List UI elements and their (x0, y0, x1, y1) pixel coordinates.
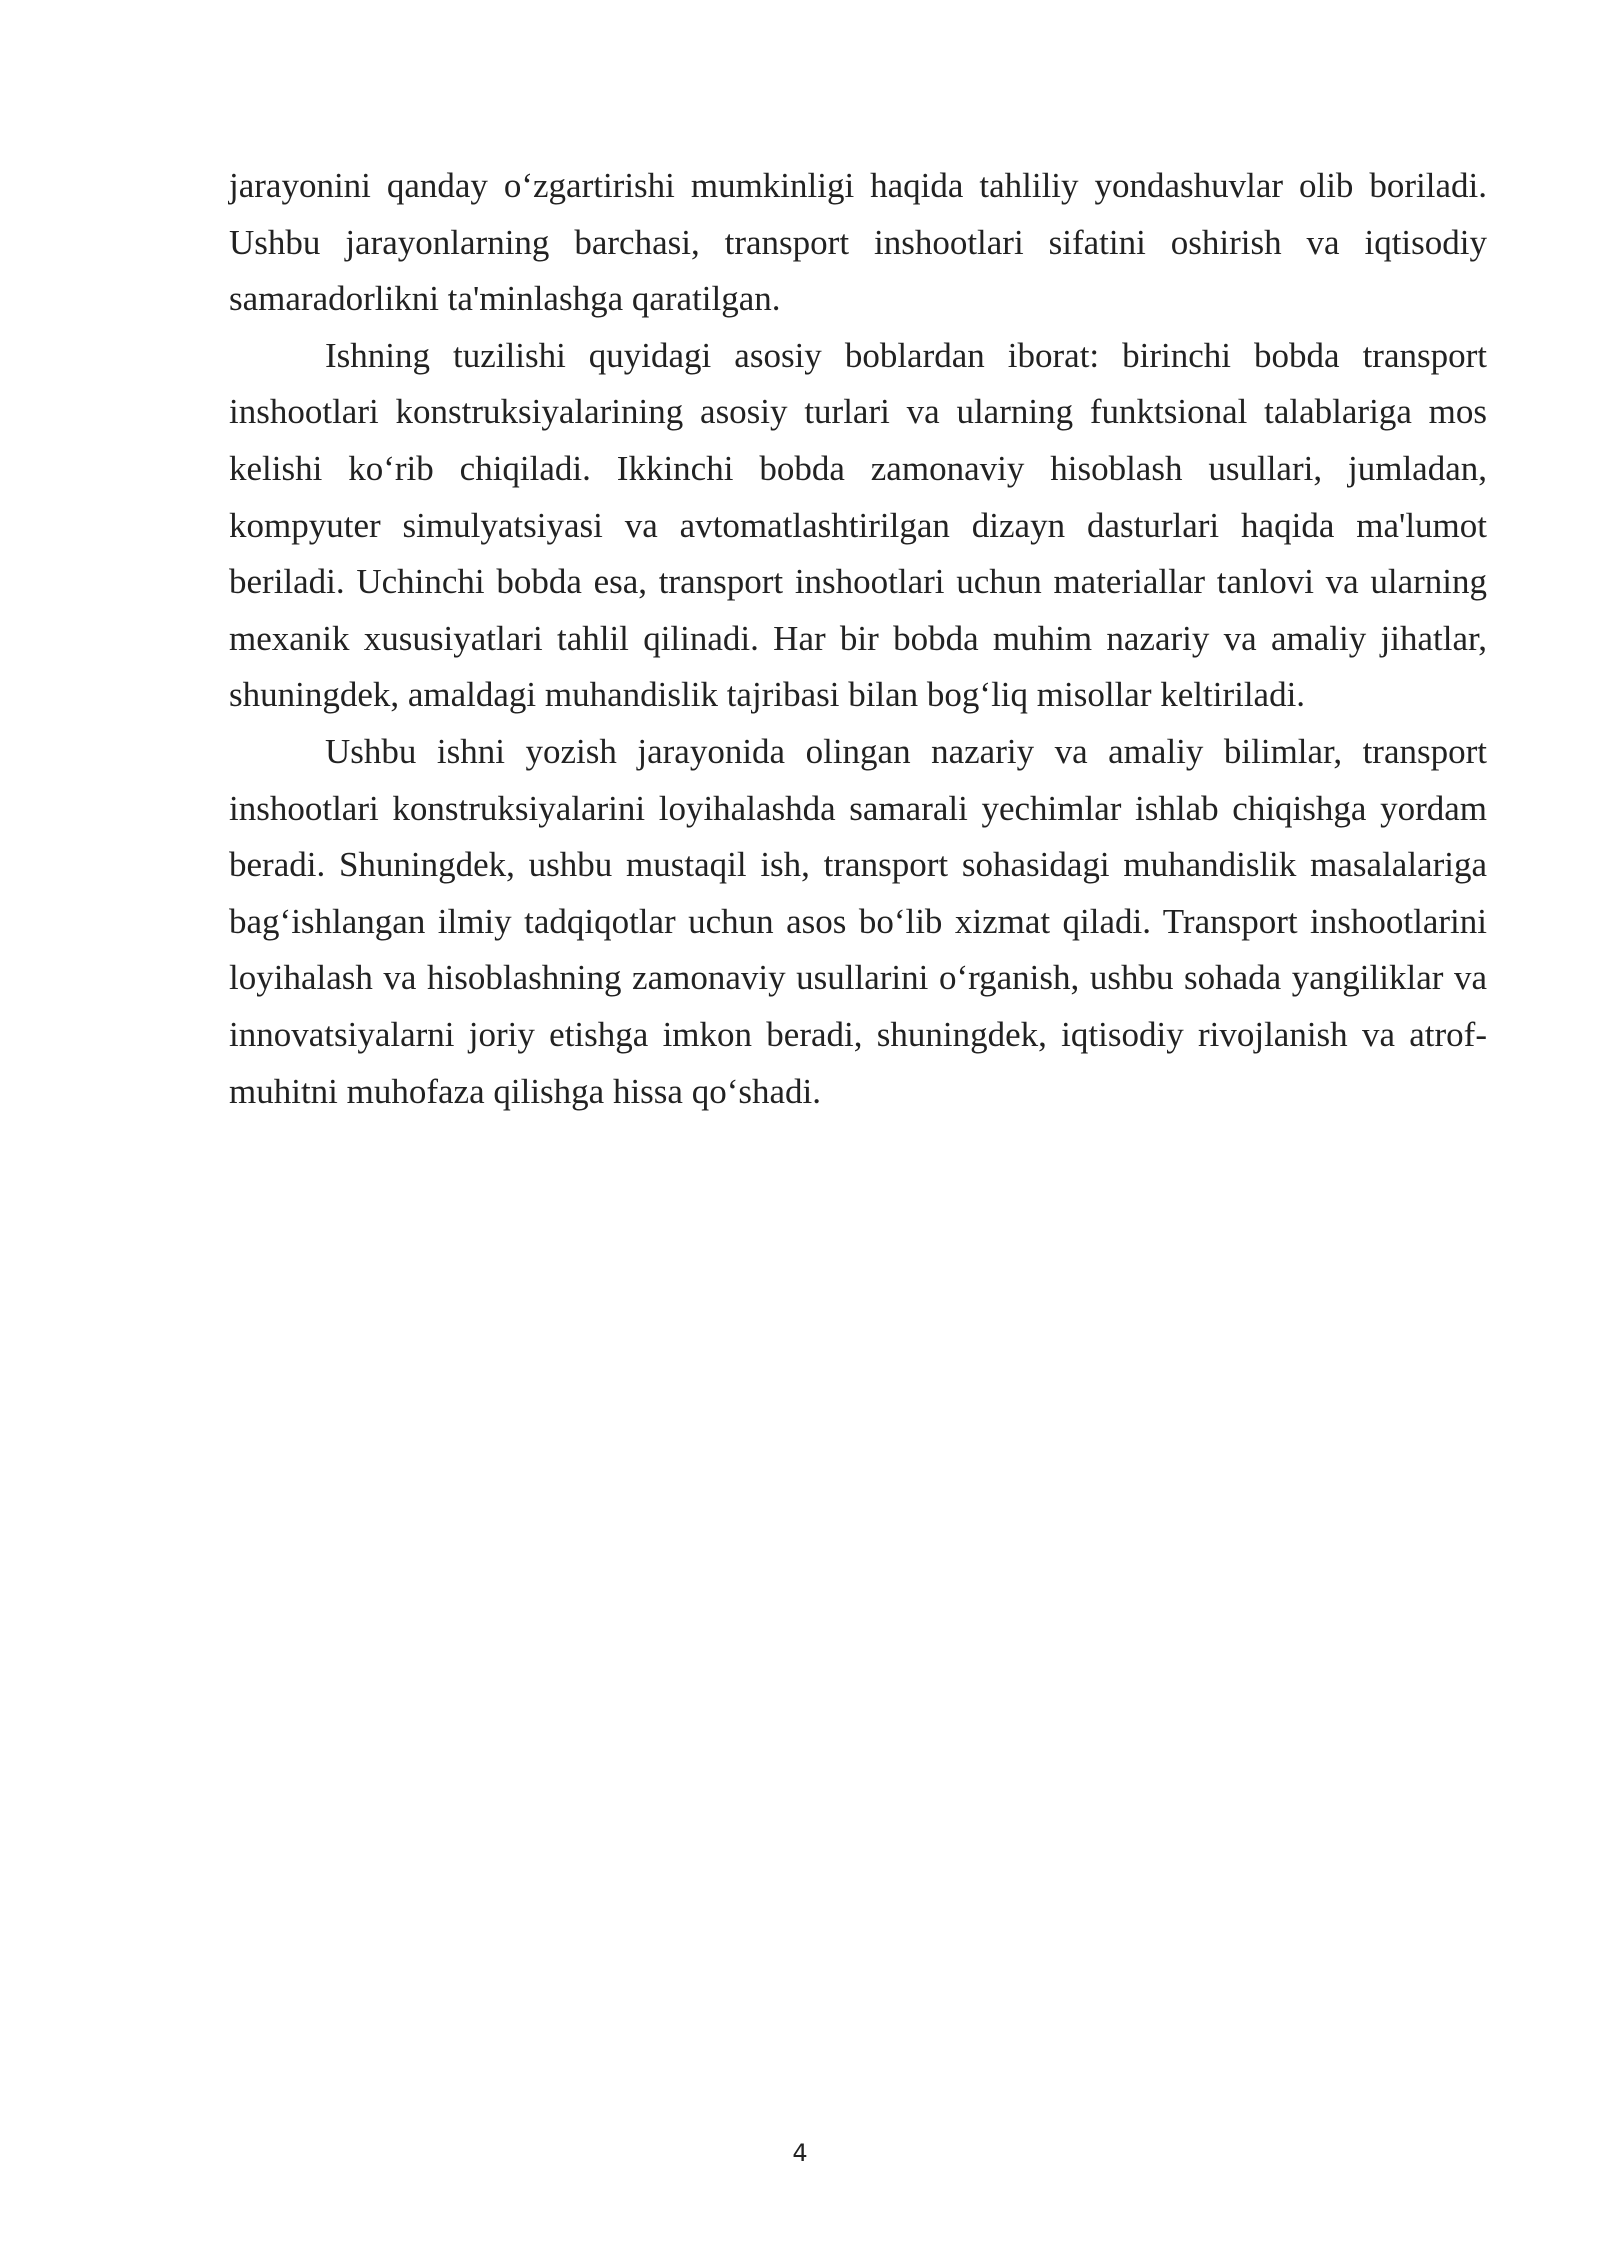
document-body (229, 158, 1487, 1120)
paragraph-1: jarayonini qanday o‘zgartirishi mumkinligi haqida tahliliy yondashuvlar olib boriladi. Ushbu jarayonlarning barchasi, transport inshootlari sifatini oshirish va iqtisodiy samaradorlikni ta'minlashga qaratilgan. (229, 166, 1487, 319)
paragraph-3: Ushbu ishni yozish jarayonida olingan nazariy va amaliy bilimlar, transport inshootlari konstruksiyalarini loyihalashda samarali yechimlar ishlab chiqishga yordam beradi. Shuningdek, ushbu mustaqil ish, transport sohasidagi muhandislik masalalariga bag‘ishlangan ilmiy tadqiqotlar uchun asos bo‘lib xizmat qiladi. Transport inshootlarini loyihalash va hisoblashning zamonaviy usullarini o‘rganish, ushbu sohada yangiliklar va innovatsiyalarni joriy etishga imkon beradi, shuningdek, iqtisodiy rivojlanish va atrof-muhitni muhofaza qilishga hissa qo‘shadi. (229, 731, 1487, 1111)
paragraph-2: Ishning tuzilishi quyidagi asosiy boblardan iborat: birinchi bobda transport inshootlari konstruksiyalarining asosiy turlari va ularning funktsional talablariga mos kelishi ko‘rib chiqiladi. Ikkinchi bobda zamonaviy hisoblash usullari, jumladan, kompyuter simulyatsiyasi va avtomatlashtirilgan dizayn dasturlari haqida ma'lumot beriladi. Uchinchi bobda esa, transport inshootlari uchun materiallar tanlovi va ularning mexanik xususiyatlari tahlil qilinadi. Har bir bobda muhim nazariy va amaliy jihatlar, shuningdek, amaldagi muhandislik tajribasi bilan bog‘liq misollar keltiriladi. (229, 335, 1487, 715)
page-number: 4 (792, 2139, 808, 2167)
